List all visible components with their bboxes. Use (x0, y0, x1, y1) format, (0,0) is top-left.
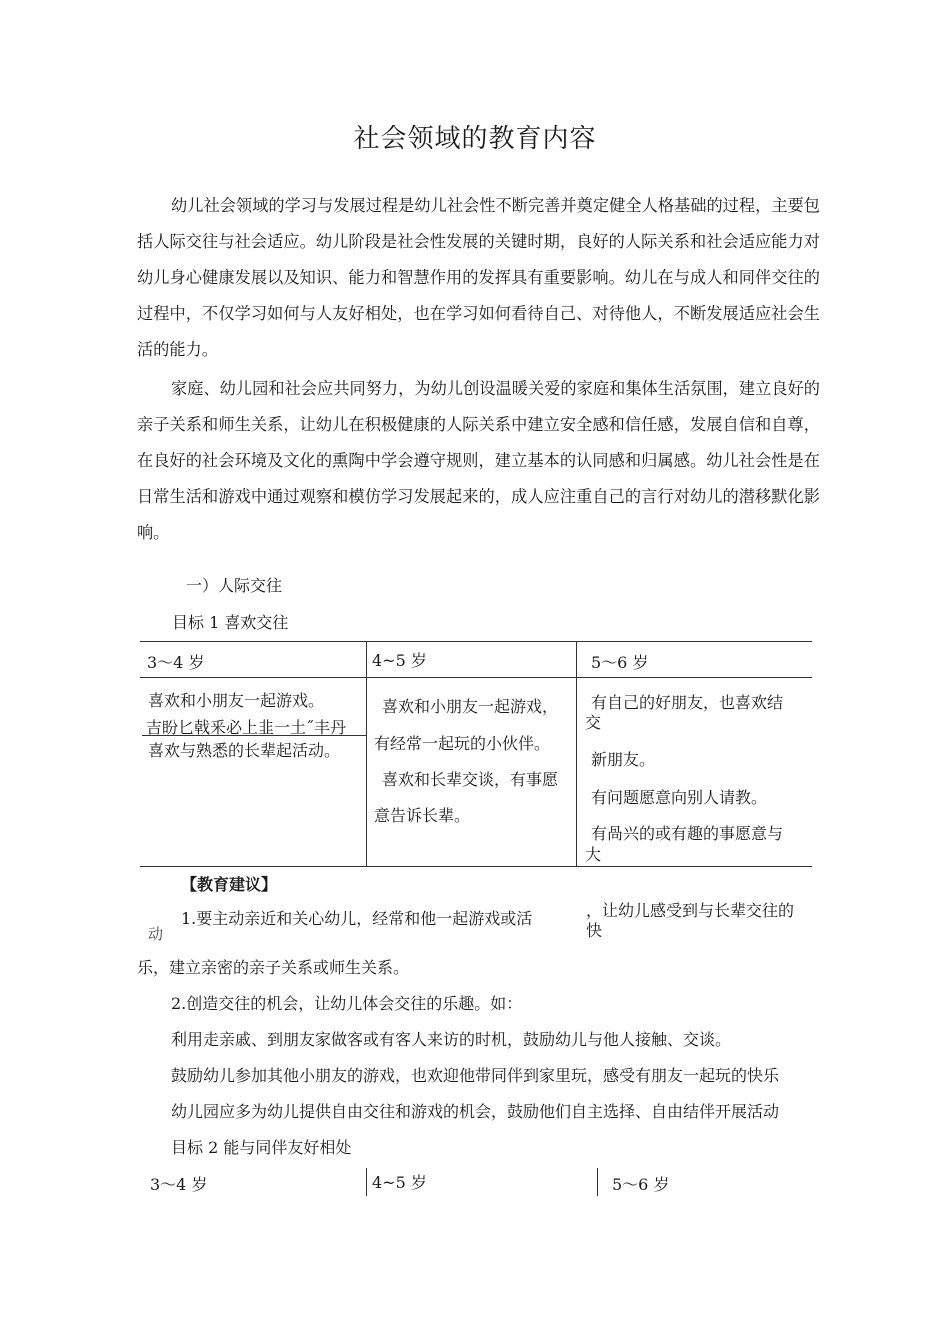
goal1-header-age-4-5: 4~5 岁 (372, 651, 427, 670)
advice-item-1-continued: 乐，建立亲密的亲子关系或师生关系。 (137, 958, 410, 977)
goal1-header-age-5-6: 5〜6 岁 (591, 653, 649, 672)
advice-item-2: 2.创造交往的机会，让幼儿体会交往的乐趣。如： (171, 994, 523, 1013)
goal1-cell-5-6-line: 有自己的好朋友，也喜欢结 (591, 693, 784, 712)
goal1-cell-5-6-line: 大 (585, 845, 602, 864)
goal1-cell-5-6-line: 有问题愿意向别人请教。 (591, 788, 768, 807)
advice-line: 利用走亲戚、到朋友家做客或有客人来访的时机，鼓励幼儿与他人接触、交谈。 (171, 1030, 732, 1049)
page-title: 社会领域的教育内容 (353, 124, 597, 154)
intro-paragraph-1: 幼儿社会领域的学习与发展过程是幼儿社会性不断完善并奠定健全人格基础的过程，主要包括人际交往与社会适应。幼儿阶段是社会性发展的关键时期，良好的人际关系和社会适应能力对幼儿身心健康发展以及知识、能力和智慧作用的发挥具有重要影响。幼儿在与成人和同伴交往的过程中，不仅学习如何与人友好相处，也在学习如何看待自己、对待他人，不断发展适应社会生活的能力。 (137, 196, 820, 359)
intro-text (137, 188, 820, 551)
advice-item-1-fragment: 动 (148, 925, 164, 943)
goal1-cell-4-5-line: 喜欢和长辈交谈，有事愿 (382, 770, 559, 789)
advice-line: 鼓励幼儿参加其他小朋友的游戏，也欢迎他带同伴到家里玩，感受有朋友一起玩的快乐 (171, 1066, 780, 1085)
goal1-header-age-3-4: 3〜4 岁 (147, 653, 205, 672)
goal1-cell-4-5-line: 意告诉长辈。 (374, 806, 471, 825)
goal2-header-age-3-4: 3〜4 岁 (150, 1175, 208, 1194)
goal1-cell-4-5-line: 有经常一起玩的小伙伴。 (374, 734, 551, 753)
goal1-cell-3-4-line: 喜欢和小朋友一起游戏。 (148, 691, 325, 710)
goal2-header-age-5-6: 5〜6 岁 (612, 1175, 670, 1194)
advice-line: 幼儿园应多为幼儿提供自由交往和游戏的机会，鼓励他们自主选择、自由结伴开展活动 (171, 1102, 780, 1121)
goal2-header-age-4-5: 4~5 岁 (372, 1173, 427, 1192)
advice-item-1-continued: 快 (586, 921, 603, 940)
advice-item-1: 1.要主动亲近和关心幼儿，经常和他一起游戏或活 (181, 909, 533, 928)
advice-item-1-continued: ，让幼儿感受到与长辈交往的 (586, 901, 795, 920)
goal1-cell-3-4-line: 喜欢与熟悉的长辈起活动。 (148, 741, 341, 760)
advice-heading: 【教育建议】 (181, 875, 278, 894)
goal1-title: 目标 1 喜欢交往 (172, 613, 289, 632)
goal1-cell-5-6-line: 有咼兴的或有趣的事愿意与 (591, 824, 784, 843)
goal2-title: 目标 2 能与同伴友好相处 (171, 1138, 352, 1157)
goal1-cell-4-5-line: 喜欢和小朋友一起游戏， (382, 697, 559, 716)
intro-paragraph-2: 家庭、幼儿园和社会应共同努力，为幼儿创设温暖关爱的家庭和集体生活氛围，建立良好的亲子关系和师生关系，让幼儿在积极健康的人际关系中建立安全感和信任感，发展自信和自尊，在良好的社会环境及文化的熏陶中学会遵守规则，建立基本的认同感和归属感。幼儿社会性是在日常生活和游戏中通过观察和模仿学习发展起来的，成人应注重自己的言行对幼儿的潜移默化影响。 (137, 379, 820, 542)
goal1-cell-5-6-line: 新朋友。 (591, 750, 656, 769)
section-heading: 一）人际交往 (186, 576, 283, 595)
goal1-cell-3-4-line: 吉盼匕戟釆必上韭一土˝丰丹 (146, 718, 347, 737)
goal1-cell-5-6-line: 交 (585, 713, 602, 732)
